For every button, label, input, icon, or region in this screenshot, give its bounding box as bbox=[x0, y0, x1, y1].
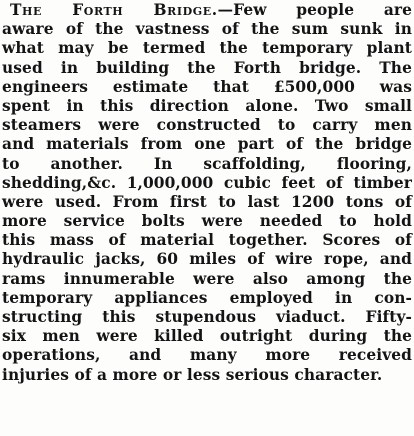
article-line-6: spent in this direction alone. Two small bbox=[2, 96, 412, 115]
article-line-11: were used. From first to last 1200 tons of bbox=[2, 192, 412, 211]
article-line-19: operations, and many more received bbox=[2, 346, 412, 365]
article-line-16: temporary appliances employed in con- bbox=[2, 288, 412, 307]
article-line-18: six men were killed outright during the bbox=[2, 327, 412, 346]
article-line-12: more service bolts were needed to hold bbox=[2, 212, 412, 231]
article-line-1 bbox=[2, 1, 412, 20]
article-line-7: steamers were constructed to carry men bbox=[2, 116, 412, 135]
article-line-20: injuries of a more or less serious character. bbox=[2, 365, 383, 384]
article-line-8: and materials from one part of the bridge bbox=[2, 135, 412, 154]
article-line-17: structing this stupendous viaduct. Fifty- bbox=[2, 308, 412, 326]
article-line-3: what may be termed the temporary plant bbox=[2, 39, 412, 58]
article-line-9: to another. In scaffolding, flooring, bbox=[2, 154, 412, 173]
article-line-5: engineers estimate that £500,000 was bbox=[2, 77, 412, 96]
article-line-4: used in building the Forth bridge. The bbox=[2, 58, 412, 77]
article-line-14: hydraulic jacks, 60 miles of wire rope, and bbox=[2, 250, 412, 269]
article-line-15: rams innumerable were also among the bbox=[2, 269, 412, 288]
article-column bbox=[2, 1, 412, 385]
article-line-13: this mass of material together. Scores of bbox=[2, 231, 412, 250]
article-line-2: aware of the vastness of the sum sunk in bbox=[2, 20, 412, 39]
article-heading: The Forth Bridge. bbox=[10, 1, 218, 19]
article-line-10: shedding,&c. 1,000,000 cubic feet of timber bbox=[2, 173, 412, 192]
article-line-1-text: —Few people are bbox=[217, 1, 413, 19]
